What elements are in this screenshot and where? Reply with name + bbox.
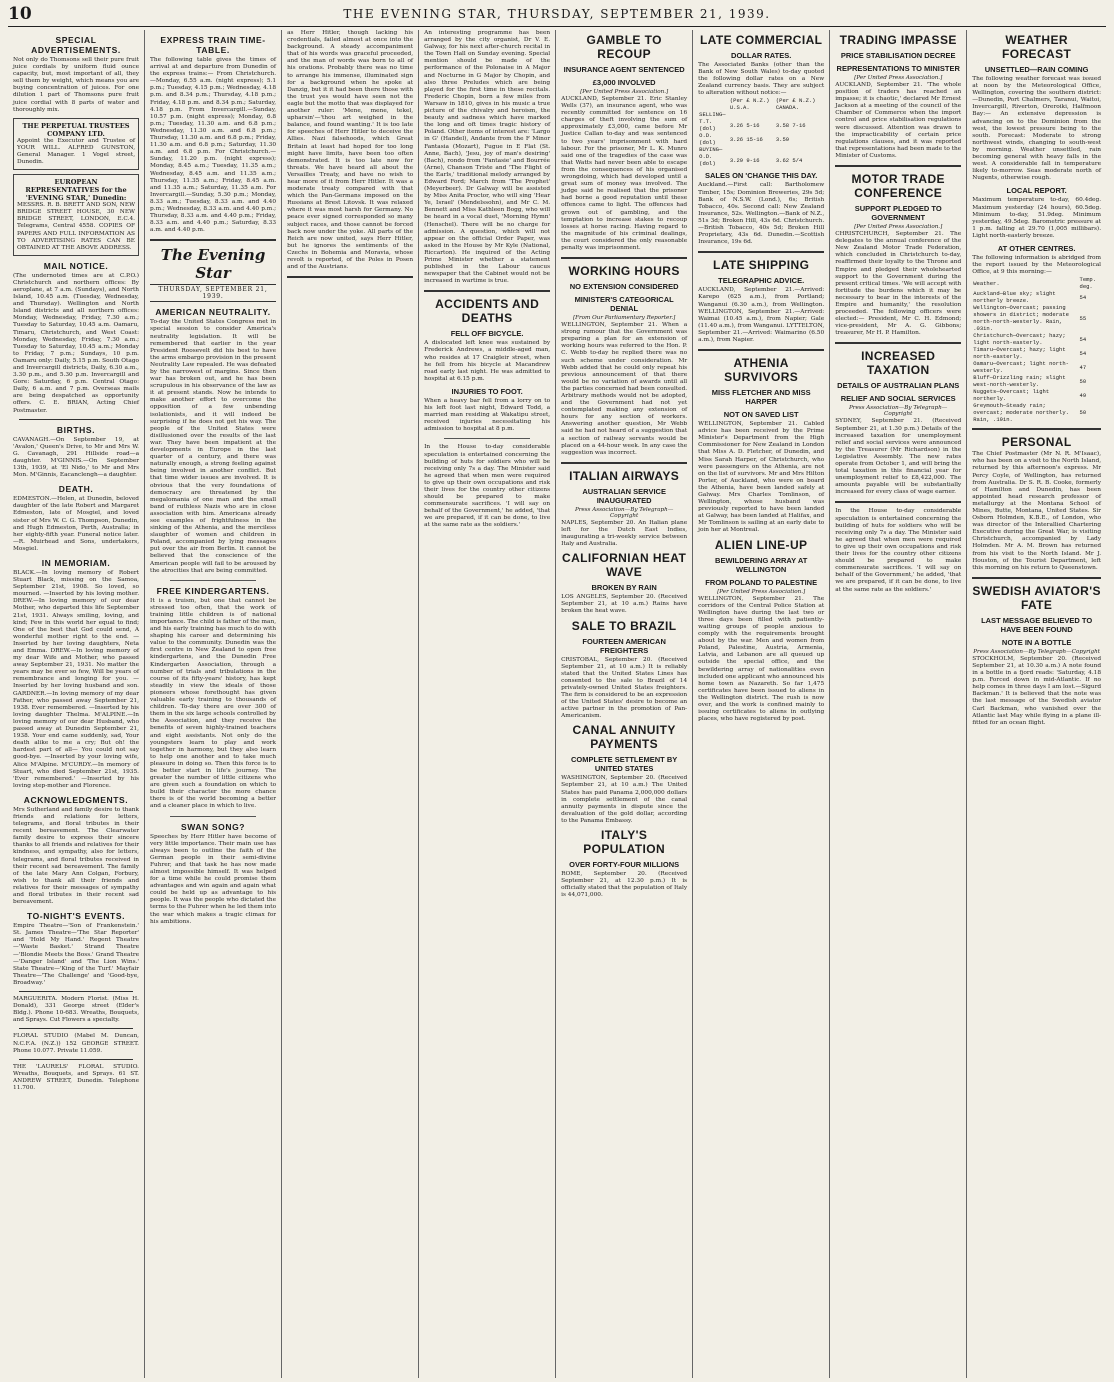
table-cell: 3.26 5-16 bbox=[729, 121, 760, 129]
article-text: The following table gives the times of arrival at and departure from Dunedin of the express trains:— From Christchurch.—Monday, 6.55 a.m. (night express); 5.1 p.m.; Tuesday, 4.15 p.m.; Wednesday, 4.18 p.m. and 8.34 p.m.; Thursday, 4.18 p.m.; Friday, 4.18 p.m. and 8.34 p.m.; Saturday, 4.18 p.m. From Invercargill.—Sunday, 10.57 p.m. (night express); Monday, 6.8 p.m.; Tuesday, 11.30 a.m. and 6.8 p.m.; Wednesday, 11.30 a.m. and 6.8 p.m.; Thursday, 11.30 a.m. and 6.8 p.m.; Friday, 11.30 a.m. and 6.8 p.m.; Saturday, 11.30 a.m. and 6.8 p.m. For Christchurch.—Sunday, 11.20 p.m. (night express); Monday, 8.45 a.m.; Tuesday, 11.35 a.m.; Wednesday, 8.45 a.m. and 11.35 a.m.; Thursday, 11.35 a.m.; Friday, 8.45 a.m. and 11.35 a.m.; Saturday, 11.35 a.m. For Invercargill.—Sunday, 5.30 p.m.; Monday, 8.33 a.m.; Tuesday, 8.33 a.m. and 4.40 p.m.; Wednesday, 8.33 a.m. and 4.40 p.m.; Thursday, 8.33 a.m. and 4.40 p.m.; Friday, 8.33 a.m. and 4.40 p.m.; Saturday, 8.33 a.m. and 4.40 p.m. bbox=[150, 57, 277, 234]
heading: ACKNOWLEDGMENTS. bbox=[23, 794, 129, 805]
heading: AMERICAN NEUTRALITY. bbox=[155, 307, 271, 318]
table-cell: O.D. (dol) bbox=[699, 132, 716, 147]
table-cell: 3.58 7-16 bbox=[775, 121, 806, 129]
subheading: BEWILDERING ARRAY AT WELLINGTON bbox=[715, 555, 808, 574]
heading: MAIL NOTICE. bbox=[43, 260, 109, 271]
heading: IN MEMORIAM. bbox=[41, 557, 111, 568]
table-cell: Bluff—Drizzling rain; slight west-north-westerly. bbox=[973, 374, 1066, 389]
article-text: The Associated Banks (other than the Bank of New South Wales) to-day quoted the following dollar rates on a New Zealand currency basis. They are subject to alteration without notice:— bbox=[698, 62, 825, 97]
table-cell: Wellington—Overcast; passing showers in district; moderate north-north-westerly. Rain, .03in. bbox=[973, 304, 1069, 333]
headline: ALIEN LINE-UP bbox=[714, 537, 808, 552]
credit-line: [Per United Press Association.] bbox=[580, 89, 669, 95]
article-text: WELLINGTON, September 21. When a strong rumour that the Government was preparing a plan for an extension of working hours was referred to the Hon. P. C. Webb to-day he replied there was no such scheme under consideration. Mr Webb added that he could only repeat his previous announcement of that there would be no variation of awards until all the parties concerned had been consulted. Arbitrary methods would not be adopted, and the Government had not yet contemplated making any extension of hours for any section of workers. Answering another question, Mr Webb said he had not heard of a suggestion that a section of railway servants would be placed on a 44-hour week. In any case the suggestion was incorrect. bbox=[561, 322, 688, 456]
table-cell: O.D. (dol) bbox=[699, 153, 716, 168]
table-cell: BUYING— bbox=[699, 146, 723, 154]
divider bbox=[19, 1028, 133, 1029]
heading: SPECIAL ADVERTISEMENTS. bbox=[31, 35, 121, 55]
divider bbox=[698, 349, 824, 351]
table-row bbox=[972, 290, 1101, 304]
headline: WORKING HOURS bbox=[568, 264, 680, 279]
masthead bbox=[8, 4, 1106, 27]
column-8 bbox=[967, 30, 1106, 1378]
ad-title: EUROPEAN REPRESENTATIVES for the 'EVENING STAR,' Dunedin: bbox=[25, 178, 127, 203]
article-text: When a heavy bar fell from a lorry on to his left foot last night, Edward Todd, a married man residing at Wakatipu street, received injuries necessitating his admission to hospital at 8 p.m. bbox=[424, 397, 551, 433]
article-text: Auckland.—First call: Bartholomew Timber, 15s; Dominion Breweries, 29s 5d; Bank of N.S.W. (Lond.), 6s; British Tobacco, 40s. Second call: New Zealand Insurance, 52s. Wellington.—Bank of N.Z., 51s 3d; Broken Hill, 43s 6d. Christchurch.—British Tobacco, 40s 5d; Broken Hill Proprietary, 43s 6d. Dunedin.—Scottish Insurance, 19s 6d. bbox=[698, 182, 825, 246]
headline: ITALY'S POPULATION bbox=[583, 828, 666, 856]
headline: LATE SHIPPING bbox=[713, 258, 810, 273]
credit-line: [Per United Press Association.] bbox=[717, 588, 806, 595]
table-row bbox=[972, 360, 1101, 374]
divider bbox=[424, 290, 550, 292]
article-text: Maximum temperature to-day, 60.4deg. Maximum yesterday (24 hours), 60.5deg. Minimum to-day, 51.9deg. Minimum yesterday, 49.5deg. Barometric pressure at 1 p.m. falling at 29.70 (1,005 millibars). Light north-easterly breeze. bbox=[972, 197, 1102, 239]
ad-title: THE PERPETUAL TRUSTEES COMPANY LTD. bbox=[22, 121, 130, 138]
table-cell: Greymouth—Steady rain; overcast; moderate northerly. Rain, .19in. bbox=[973, 402, 1069, 424]
credit-line: Press Association—By Telegraph—Copyright bbox=[849, 405, 948, 418]
table-cell: (Per £ N.Z.) U.S.A. bbox=[729, 97, 770, 112]
column-4 bbox=[419, 30, 556, 1378]
article-text: AUCKLAND, September 21.—Arrived: Karepo (625 a.m.), from Portland; Wanganui (6.30 a.m.), from Wellington. WELLINGTON, September 21.—Arrived: Waimai (10.45 a.m.), from Napier; Gale (11.40 a.m.), from Wanganui. LYTTELTON, September 21.—Arrived: Waimarino (6.50 a.m.), from Napier. bbox=[698, 287, 825, 343]
heading: EXPRESS TRAIN TIME-TABLE. bbox=[160, 35, 266, 55]
headline: SALE TO BRAZIL bbox=[571, 618, 677, 633]
subheading: £3,000 INVOLVED bbox=[592, 78, 656, 87]
table-row bbox=[972, 374, 1101, 388]
subheading: NO EXTENSION CONSIDERED bbox=[569, 282, 679, 292]
table-cell: T.T. (dol) bbox=[699, 118, 716, 133]
table-cell: 3.59 bbox=[775, 135, 790, 143]
credit-line: [Per United Press Association.] bbox=[854, 75, 943, 81]
subheading: COMPLETE SETTLEMENT BY UNITED STATES bbox=[571, 755, 678, 774]
table-row bbox=[972, 402, 1101, 423]
subheading: NOT ON SAVED LIST bbox=[723, 410, 799, 420]
article-text: as Herr Hitler, though lacking his credentials, failed almost at once into the background. A steady accompaniment that of his words was graceful proceeded, and the man of words was born to all of his orations. Probably there was no time to arrange his immense, illuminated sign for a background when he spoke at Danzig, but it it had been there those with the trust yes would have seen not the eagle but the motto that was displayed for another ruler: 'Mene, mene, tekel, upharsin'—'thou art weighed in the balance, and found wanting.' It is too late for speeches of Herr Hitler to deceive the Allies. Nazi falsehoods, which Great Britain at least had hoped for too long might have limits, have been too often demonstrated. It is too late now for threats. We have heard all about the Versailles Treaty, and have no wish to hear more of it from Herr Hitler. It was a moderate treaty compared with that which the Pan-Germans imposed on the Russians at Brest Litovsk. It was relaxed where it was most harsh for Germany. No peace ever signed corresponded so many subject races, and those cannot be forced back now under the yoke. All parts of the Reich are now united, says Herr Hitler, but he ignores the sentiments of the Czechs in Bohemia and Moravia, whose revolt is reported, of the Poles in Posen and of the Austrians. bbox=[287, 30, 414, 271]
column-6 bbox=[693, 30, 830, 1378]
table-cell: (Per £ N.Z.) CANADA. bbox=[775, 97, 816, 112]
headline: SWEDISH AVIATOR'S FATE bbox=[972, 583, 1101, 612]
subheading: MISS FLETCHER AND MISS HARPER bbox=[711, 388, 811, 407]
article-text: In the House to-day considerable speculation is entertained concerning the building of huts for soldiers who will be receiving only 7s a day. The Minister said he agreed that when men were required to give up their own occupations and risk their lives for the country other citizens should be prepared to make commensurate sacrifices. 'I will say on behalf of the Government,' he added, 'that we are prepared, if it can be done, to live at the same rate as the soldiers.' bbox=[835, 508, 962, 593]
article-text: NAPLES, September 20. An Italian plane left for the Dutch East Indies, inaugurating a tri-weekly service between Italy and Australia. bbox=[561, 519, 688, 548]
article-text: WELLINGTON, September 21. Cabled advice has been received by the Prime Minister's Department from the High Commissioner for New Zealand in London that Miss A. D. Fletcher, of Dunedin, and Miss Sarah Harper, of Christchurch, who were passengers on the Athenia, are not on the list of survivors. Mr and Mrs Hilton Porter, of Auckland, who were on board the Athenia, have been landed safely at Galway. Mrs Charles Tomlinson, of Wellington, whose husband was previously reported to have been landed at Galway, has been landed at Halifax, and Mr Tomlinson is sailing at an early date to join her at Montreal. bbox=[698, 421, 825, 534]
table-cell: Temp. deg. bbox=[1079, 276, 1097, 291]
table-row bbox=[972, 346, 1101, 360]
subheading: OVER FORTY-FOUR MILLIONS bbox=[569, 860, 680, 869]
article-text: (The undernoted times are at C.P.O.) Christchurch and northern offices: By aeroplane, at 7 a.m. (Sundays), and North Island, 10.45 a.m. (Tuesday, Wednesday, and Thursday). Wellington and North Island districts and all northern offices: Monday, Wednesday, Friday, 7.30 a.m.; Tuesday to Saturday, 10.45 a.m. Oamaru, Timaru, Christchurch, and West Coast: Monday, Wednesday, Friday, 7.30 a.m.; Tuesday to Saturday, 10.45 a.m.; Monday to Friday, 7 p.m.; Sundays, 10 p.m. Oamaru only: Daily, 5.15 p.m. South Otago and Invercargill districts, Daily, 6.30 a.m., 3.30 p.m., and 5.30 p.m. Invercargill and Gore: Saturday, 6 p.m. Central Otago: Daily, 6 a.m. and 7 p.m. Overseas mails are being despatched as opportunity offers. C. E. BRIAN, Acting Chief Postmaster. bbox=[13, 272, 140, 414]
article-text: To-day the United States Congress met in special session to consider America's neutrality legislation. It will be remembered that earlier in the year President Roosevelt did his best to have the arms embargo provision in the present Neutrality Law repealed. He was defeated by the narrowest of margins. Since then war has broken out, and he has been scrupulous in his observance of the law as it at present stands. Now he intends to make another effort to overcome the opposition of a few unbending isolationists, and it will indeed be surprising if he does not get his way. The people of the United States were disillusioned over the results of the last war. They have been impatient at the developments in Europe in the last quarter of a century, and there was naturally enough, a strong feeling against being involved in another conflict. But that time wider issues are involved. It is obvious that the very foundations of democracy are threatened by the megalomania of one man and the small band of ruthless Nazis who are in close association with him. Americans already see examples of frightfulness in the sinking of the Athenia, and the merciless slaughter of women and children in Poland, accompanied by lying messages put over the air from Berlin. It cannot be believed that the conscience of the American people will fail to be aroused by the atrocities that are being committed. bbox=[150, 319, 277, 574]
table-row bbox=[698, 146, 824, 153]
subheading: LOCAL REPORT. bbox=[1006, 186, 1067, 196]
credit-line: Press Association—By Telegraph—Copyright bbox=[574, 506, 674, 519]
article-text: An interesting programme has been arranged by the city organist, Dr V. E. Galway, for his next after-church recital in the Town Hall on Sunday evening. Special mention should be made of the performance of the Polonaise in A Major and Nocturne in G Major by Chopin, and also three Preludes which are being played for the first time in these recitals. Frederic Chopin, born a few miles from Warsaw in 1810, gives in his music a true picture of the chivalry and heroism, the beauty and sadness which have marked the long and oft times tragic history of Poland. Other items of interest are: 'Largo in G' (Handel), Andante from the F Minor Fantasia (Mozart), Fugue in E Flat (St. Anne, Bach), 'Jesu, joy of man's desiring' (Bach), rondo from 'Fantasie' and Bourrée (Arne), Chanson Triste and 'The Flight of the Earls,' traditional melody arranged by Edward Ford; March from 'The Prophet' (Meyerbeer). Dr Galway will be assisted by Miss Anita Proctor, who will sing 'Hear Ye, Israel' (Mendelssohn), and Mr C. M. Bennett and Miss Kathleen Bogg, who will be heard in a vocal duet, 'Morning Hymn' (Henschel). There will be no charge for admission. A question, which will not appear on the official Order Paper, was asked in the House by Mr Kyle (National, Riccarton). He inquired of the Acting Prime Minister whether a statement published in the Labour caucus newspaper that the Cabinet would not be increased in wartime is true. bbox=[424, 30, 551, 285]
subheading: BROKEN BY RAIN bbox=[591, 583, 657, 593]
heading: BIRTHS. bbox=[56, 424, 96, 435]
article-text: In the House to-day considerable speculation is entertained concerning the building of huts for soldiers who will be receiving only 7s a day. The Minister said he agreed that when men were required to give up their own occupations and risk their lives for the country other citizens should be prepared to make commensurate sacrifices. 'I will say on behalf of the Government,' he added, 'that we are prepared, if it can be done, to live at the same rate as the soldiers.' bbox=[424, 444, 551, 529]
subheading: LAST MESSAGE BELIEVED TO HAVE BEEN FOUND bbox=[981, 615, 1093, 634]
column-5 bbox=[556, 30, 693, 1378]
subheading: PRICE STABILISATION DECREE bbox=[840, 51, 956, 60]
headline: WEATHER FORECAST bbox=[1002, 33, 1072, 61]
table-cell: 3.62 5/4 bbox=[775, 156, 803, 164]
subheading: NOTE IN A BOTTLE bbox=[1001, 637, 1072, 647]
subheading: UNSETTLED—RAIN COMING bbox=[984, 65, 1089, 74]
divider bbox=[444, 438, 530, 439]
article-text: Speeches by Herr Hitler have become of very little importance. Their main use has always been to outline the faith of the German people in their semi-divine Fuhrer, and that task he has now made almost impossible himself. It was helped for a time while he could promise them advantages and win again and again what could be held up as advantage to his people. It was the people who dictated the terms to the Fuhrer when he led them into the war which makes a tragic climax for his ambitions. bbox=[150, 833, 277, 925]
table-cell: 55 bbox=[1079, 314, 1087, 322]
table-cell: Weather. bbox=[973, 279, 1000, 287]
divider bbox=[561, 257, 687, 259]
table-header-row bbox=[698, 97, 824, 111]
article-text: CHRISTCHURCH, September 21. The delegates to the annual conference of the New Zealand Motor Trade Federation, which concluded in Christchurch to-day, reaffirmed their loyalty to the Throne and Empire and pledged their wholehearted support to the Government during the present critical times. 'We will accept with fortitude the burdens which it may be necessary to bear in the interests of the Empire and humanity,' the resolution proceeded. The following officers were elected:— President, Mr C. H. Edmond; vice-president, Mr A. G. Gibbons; treasurer, Mr H. P. Hamilton. bbox=[835, 231, 962, 337]
article-text: ROME, September 20. (Received September 21, at 12.30 p.m.) It is officially stated that the population of Italy is 44,071,000. bbox=[561, 871, 688, 899]
article-text: AUCKLAND, September 21. Eric Stanley Wells (37), an insurance agent, who was recently committed for sentence on 16 charges of theft involving the sum of approximately £3,000, came before Mr Justice Callan to-day and was sentenced to two years' imprisonment with hard labour. For the prisoner, Mr L. K. Munro said one of the tragedies of the case was that Watts had never been able to escape from the consequences of his organised wrongdoing, which had developed until a great sum of money was involved. The judge said he realised that the prisoner had borne a good reputation until these offences came to light. The offences had grown out of gambling, and the temptation to increase stakes to recoup losses at horse racing. Having regard to the magnitude of his criminal dealings, the court considered the only reasonable penalty was imprisonment. bbox=[561, 96, 688, 251]
headline: GAMBLE TO RECOUP bbox=[586, 33, 662, 61]
headline: ACCIDENTS AND DEATHS bbox=[435, 297, 540, 326]
credit-line: [From Our Parliamentary Reporter.] bbox=[572, 315, 676, 322]
headline: MOTOR TRADE CONFERENCE bbox=[851, 172, 945, 201]
heading: DEATH. bbox=[58, 484, 94, 495]
table-cell: 47 bbox=[1079, 363, 1087, 371]
headline: ITALIAN AIRWAYS bbox=[569, 468, 680, 483]
subheading: DOLLAR RATES. bbox=[731, 51, 792, 60]
column-1 bbox=[8, 30, 145, 1378]
article-text: STOCKHOLM, September 20. (Received September 21, at 10.30 a.m.) A note found in a bottle in a fjord reads: 'Saturday, 4.18 p.m. Forced down in mid-Atlantic. If no help comes in three days I am lost.—Sigurd Backman.' It is believed that the note was the last message of the Swedish aviator Carl Backman, who vanished over the Atlantic last May while flying in a plane ill-fitted for an ocean flight. bbox=[972, 655, 1102, 726]
table-cell: 54 bbox=[1079, 335, 1087, 343]
table-cell bbox=[729, 111, 775, 118]
ad-text: MESSRS. R. B. BRETT AND SON, NEW BRIDGE STREET HOUSE, 30 NEW BRIDGE STREET, LONDON, E.C.4. Telegrams, Central 4558. COPIES OF PAPERS AND FULL INFORMATION AS TO ADVERTISING RATES CAN BE OBTAINED AT THE ABOVE ADDRESS. bbox=[17, 202, 136, 251]
table-cell: Nuggets—Overcast; light northerly. bbox=[973, 388, 1050, 403]
heading: TO-NIGHT'S EVENTS. bbox=[26, 911, 126, 922]
article-text: WASHINGTON, September 20. (Received September 21, at 10 a.m.) The United States has paid Panama 2,000,000 dollars in complete settlement of the canal annuity payments in dispute since the devaluation of the gold dollar, according to the Panama Embassy. bbox=[561, 775, 688, 824]
article-text: EDMESTON.—Helen, at Dunedin, beloved daughter of the late Robert and Margaret Edmeston, late of Mosgiel, and loved sister of Mrs W. C. G. Thompson, Dunedin, and Hugh Edmeston, Perth, Australia; in her eighty-fifth year. Funeral notice later.—R. Muirhead and Sons, undertakers, Mosgiel. bbox=[13, 496, 140, 552]
column-3 bbox=[282, 30, 419, 1378]
table-row bbox=[972, 332, 1101, 346]
column-2 bbox=[145, 30, 282, 1378]
advertisement bbox=[13, 118, 139, 170]
article-text: A dislocated left knee was sustained by Frederick Andrews, a middle-aged man, who resides at 17 Craigleir street, when he fell from his bicycle at Macandrew road early last night. He was admitted to hospital at 6.15 p.m. bbox=[424, 340, 551, 382]
subheading: FROM POLAND TO PALESTINE bbox=[705, 577, 818, 587]
table-row bbox=[972, 388, 1101, 402]
credit-line: [Per United Press Association.] bbox=[854, 224, 943, 231]
table-cell: Auckland—Blue sky; slight northerly breeze. bbox=[973, 290, 1056, 305]
article-text: The following weather forecast was issued at noon by the Meteorological Office, Wellington, covering the southern district:—Dunedin, Port Chalmers, Taranui, Waitoi, Invercargill, Riverton, Oreroiki, Halfmoon Bay:— An extensive depression is advancing on to the Dominion from the west, the lowest pressure being to the south. Forecast: Moderate to strong northwest winds, changing to south-west by morning. Weather unsettled, rain becoming general with heavy falls in the west. A considerable fall in temperature likely to-morrow. Seas moderate north of Nugents, otherwise rough. bbox=[972, 76, 1102, 182]
page-header: THE EVENING STAR, THURSDAY, SEPTEMBER 21, 1939. bbox=[343, 7, 771, 21]
table-cell bbox=[698, 97, 729, 111]
headline: CANAL ANNUITY PAYMENTS bbox=[572, 723, 676, 752]
divider bbox=[698, 251, 824, 253]
subheading: SALES ON 'CHANGE THIS DAY. bbox=[704, 171, 818, 181]
subheading: TELEGRAPHIC ADVICE. bbox=[718, 276, 805, 286]
article-text: It is a truism, but one that cannot be stressed too often, that the work of training little children is of national importance. The child is father of the man, and his early training has much to do with shaping his career and determining his value to the community. Dunedin was the first centre in New Zealand to open free kindergartens, and the Dunedin Free Kindergarten Association, through a number of trials and tribulations in the course of its fifty-years' history, has kept steadily in view the ideals of those pioneers whose forethought has given valuable early training to thousands of children. To-day there are over 300 of them in the six large schools controlled by the Association, and they receive the benefits of seven highly-trained teachers and eight assistants. Not only do the youngsters learn to play and work together in harmony, but they also learn to help one another and to take much pleasure in doing so. Then this force is to be better start in life's journey. The greater the number of little citizens who are given such a foundation on which to build their character the more chance there is of the world becoming a better and a cleaner place in which to live. bbox=[150, 597, 277, 810]
credit-line: Press Association—By Telegraph—Copyright bbox=[973, 648, 1100, 655]
table-cell: 50 bbox=[1079, 409, 1087, 417]
nameplate: The Evening Star bbox=[160, 246, 266, 283]
table-row bbox=[972, 304, 1101, 332]
column-7 bbox=[830, 30, 967, 1378]
subheading: RELIEF AND SOCIAL SERVICES bbox=[840, 394, 956, 404]
subheading: FOURTEEN AMERICAN FREIGHTERS bbox=[582, 636, 666, 655]
table-cell: 3.26 15-16 bbox=[729, 135, 763, 143]
florist-ad: FLORAL STUDIO (Mabel M. Duncan, N.C.F.A. (N.Z.)) 152 GEORGE STREET. Phone 10.077. Private 11.059. bbox=[13, 1033, 140, 1054]
dollar-rates-table bbox=[698, 97, 824, 167]
table-cell: Oamaru—Overcast; light north-westerly. bbox=[973, 360, 1069, 375]
divider bbox=[835, 342, 961, 344]
table-header-row bbox=[972, 276, 1101, 290]
headline: ATHENIA SURVIVORS bbox=[724, 356, 799, 385]
columns bbox=[8, 30, 1106, 1378]
table-cell bbox=[729, 146, 775, 153]
headline: TRADING IMPASSE bbox=[839, 33, 957, 47]
table-row bbox=[698, 132, 824, 146]
subheading: FELL OFF BICYCLE. bbox=[450, 329, 524, 339]
ad-text: Appoint the Executor and Trustee of YOUR WILL. ALFRED GUNSTON, General Manager. 1 Vogel street, Dunedin. bbox=[17, 137, 136, 166]
headline: CALIFORNIAN HEAT WAVE bbox=[562, 551, 687, 580]
subheading: SUPPORT PLEDGED TO GOVERNMENT bbox=[854, 204, 942, 223]
subheading: MINISTER'S CATEGORICAL DENIAL bbox=[574, 295, 674, 314]
advertisement bbox=[13, 174, 139, 256]
divider bbox=[972, 428, 1101, 430]
article-text: CRISTOBAL, September 20. (Received September 21, at 10 a.m.) It is reliably stated that the United States Lines has consented to the sale to Brazil of 14 privately-owned United States freighters. The firm is considered to be an expression of the United States' desire to become an active partner in the promotion of Pan-Americanism. bbox=[561, 656, 688, 720]
divider bbox=[561, 462, 687, 464]
article-text: The Chief Postmaster (Mr N. R. M'Isaac), who has been on a visit to the North Island, returned by this afternoon's express. Mr Percy Coyle, of Wellington, has returned from Australia. Dr S. R. B. Cooke, formerly of Hamilton and Dunedin, has been appointed head research professor of metallurgy at the Montana School of Mines, Butte, Montana, United States. Sir Osborn Holmden, K.B.E., of London, who was director of the Interallied Chartering Executive during the Great War, is visiting Christchurch, accompanied by Lady Holmden. Mr A. M. Brown has returned from his visit to the North Island. Mr J. Houston, of the Tourist Department, left this morning on his return to Queenstown. bbox=[972, 451, 1102, 571]
article-text: WELLINGTON, September 21. The corridors of the Central Police Station at Wellington have during the last two or three days been filled with patiently-waiting groups of people anxious to comply with the requirements brought about by the war. Men and women from Poland, Palestine, Austria, Armenia, Latvia, and Lebanon are all queued up outside the special office, and the bewildering array of nationalities even included one applicant who announced his home town as Nazareth. So far 1,475 certificates have been issued to aliens in the Wellington district. The rush is now over, and the work is confined mainly to issuing certificates to aliens in outlying places, who have registered by post. bbox=[698, 595, 825, 723]
heading: SWAN SONG? bbox=[181, 821, 246, 832]
florist-ad: MARGUERITA. Modern Florist. (Miss H. Donald), 331 George street (Elder's Bldg.). Phone 10-683. Wreaths, Bouquets, and Sprays. Cut Flowers a specialty. bbox=[13, 996, 140, 1024]
florist-ad: THE 'LAURELS' FLORAL STUDIO. Wreaths, Bouquets, and Sprays. 61 ST. ANDREW STREET, Dunedin. Telephone 11.700. bbox=[13, 1063, 140, 1091]
article-text: LOS ANGELES, September 20. (Received September 21, at 10 a.m.) Rains have broken the heat wave. bbox=[561, 594, 688, 615]
table-cell bbox=[775, 111, 824, 118]
divider bbox=[150, 239, 276, 241]
subheading: AT OTHER CENTRES. bbox=[997, 243, 1076, 253]
headline: PERSONAL bbox=[1001, 435, 1072, 450]
weather-table bbox=[972, 276, 1101, 423]
article-text: Mrs Sutherland and family desire to thank friends and relations for letters, telegrams, and floral tributes in their recent bereavement. The Clearwater family desire to express their sincere thanks to all friends and relatives for their kindness, and sympathy, also for letters, telegrams, and floral tributes received in their recent sad bereavement. The family of the late Mary Ann Colgan, Forbury, wish to thank all their friends and relatives for their messages of sympathy and floral tributes in their recent sad bereavement. bbox=[13, 806, 140, 906]
table-cell: 50 bbox=[1079, 377, 1087, 385]
table-row bbox=[698, 118, 824, 132]
table-cell: Christchurch—Overcast; hazy; light north-easterly. bbox=[973, 332, 1066, 347]
subheading: INSURANCE AGENT SENTENCED bbox=[563, 65, 685, 74]
divider bbox=[835, 501, 961, 503]
table-cell: SELLING— bbox=[699, 111, 726, 119]
divider bbox=[287, 276, 413, 278]
table-cell: Timaru—Overcast; hazy; light north-easterly. bbox=[973, 346, 1066, 361]
divider bbox=[19, 991, 133, 992]
article-text: Empire Theatre—'Son of Frankenstein.' St. James Theatre—'The Star Reporter' and 'Hold My Hand.' Regent Theatre—'Waste Basket.' Strand Theatre—'Blondie Meets the Boss.' Grand Theatre—'Danger Island' and 'The Lion Wins.' State Theatre—'King of the Turf.' Mayfair Theatre—'The Challenge' and 'Good-bye, Broadway.' bbox=[13, 923, 140, 986]
subheading: AUSTRALIAN SERVICE INAUGURATED bbox=[582, 486, 666, 505]
subheading: DETAILS OF AUSTRALIAN PLANS bbox=[837, 381, 960, 391]
table-cell: 54 bbox=[1079, 349, 1087, 357]
article-text: SYDNEY, September 21. (Received September 21, at 1.30 p.m.) Details of the increased taxation for unemployment relief and social services were announced by the Treasurer (Mr Richardson) in the Legislative Assembly. The new rates operate from October 1, and will bring the total taxation in this financial year for unemployment relief to £8,422,000. The amounts payable will be substantially increased for every class of wage earner. bbox=[835, 418, 962, 496]
table-row bbox=[698, 111, 824, 118]
article-text: BLACK.—In loving memory of Robert Stuart Black, missing on the Samoa, September 21st, 1908. So loved, so mourned. —Inserted by his loving mother. DREW.—In loving memory of our dear Mother, who departed this life September 21st, 1931. Always smiling, loving, and kind; Few in this world her equal to find; One of the best that God could send, A wonderful mother right to the end. —Inserted by her loving daughters, Neta and Emma. DREW.—In loving memory of my dear Wife and Mother, who passed away September 21, 1931. No matter the years may be ever so few, Will be years of remembrance and longing for you. —Inserted by her loving husband and son. GARDNER.—In loving memory of my dear Father, who passed away September 21, 1938. Ever remembered. —Inserted by his loving daughter Thelma. M'ALPINE.—In loving memory of our dear Husband, who passed away at Dunedin September 21, 1938. Your end came suddenly, sad, Your death alike to me a cry; But oh! the hardest part of all— You could not say good-bye. —Inserted by your loving wife, Alice M'Alpine. M'CURDY.—In memory of Stuart, who died September 21st, 1935. 'Ever remembered.' —Inserted by his loving step-mother and Florence. bbox=[13, 569, 140, 789]
table-cell: 54 bbox=[1079, 293, 1087, 301]
article-text: CAVANAGH.—On September 19, at 'Avalon,' Queen's Drive, to Mr and Mrs W. G. Cavanagh, 291 Hillside road—a daughter. M'GINNIS.—On September 13th, 1939, at 'El Nido,' to Mr and Mrs Mon. M'Ginnis, Eacanclengh—a daughter. bbox=[13, 436, 140, 479]
table-cell bbox=[775, 146, 824, 153]
divider bbox=[972, 577, 1101, 579]
divider bbox=[170, 580, 256, 581]
subheading: REPRESENTATIONS TO MINISTER bbox=[836, 64, 960, 73]
divider bbox=[19, 1059, 133, 1060]
table-cell: 49 bbox=[1079, 391, 1087, 399]
subheading: INJURIES TO FOOT. bbox=[451, 386, 523, 396]
page-number: 10 bbox=[8, 4, 32, 24]
edition-date: THURSDAY, SEPTEMBER 21, 1939. bbox=[150, 284, 276, 302]
headline: INCREASED TAXATION bbox=[861, 349, 936, 378]
table-row bbox=[698, 153, 824, 167]
divider bbox=[835, 165, 961, 167]
heading: FREE KINDERGARTENS. bbox=[156, 585, 270, 596]
article-text: The following information is abridged from the report issued by the Meteorological Office, at 9 this morning:— bbox=[972, 254, 1102, 276]
article-text: Not only do Thomsons sell their pure fruit juice cordials by uniform fluid ounce capacity, but, most important of all, they sell them by weight, which means you are buying concentration of juices. For one dilution 1 part of Thomsons pure fruit juice cordial with 8 parts of water and thoroughly mix. bbox=[13, 57, 140, 113]
divider bbox=[19, 419, 133, 420]
table-cell: 3.29 9-16 bbox=[729, 156, 760, 164]
article-text: AUCKLAND, September 21. 'The whole position of traders has reached an impasse; it is chaotic,' declared Mr Ernest Jackson at a meeting of the council of the Chamber of Commerce when the import control and price stabilisation regulations were discussed. Attention was drawn to the impracticability of certain price regulations clauses, and it was reported that representations had been made to the Minister of Customs. bbox=[835, 82, 962, 159]
divider bbox=[170, 816, 256, 817]
headline: LATE COMMERCIAL bbox=[699, 33, 823, 47]
